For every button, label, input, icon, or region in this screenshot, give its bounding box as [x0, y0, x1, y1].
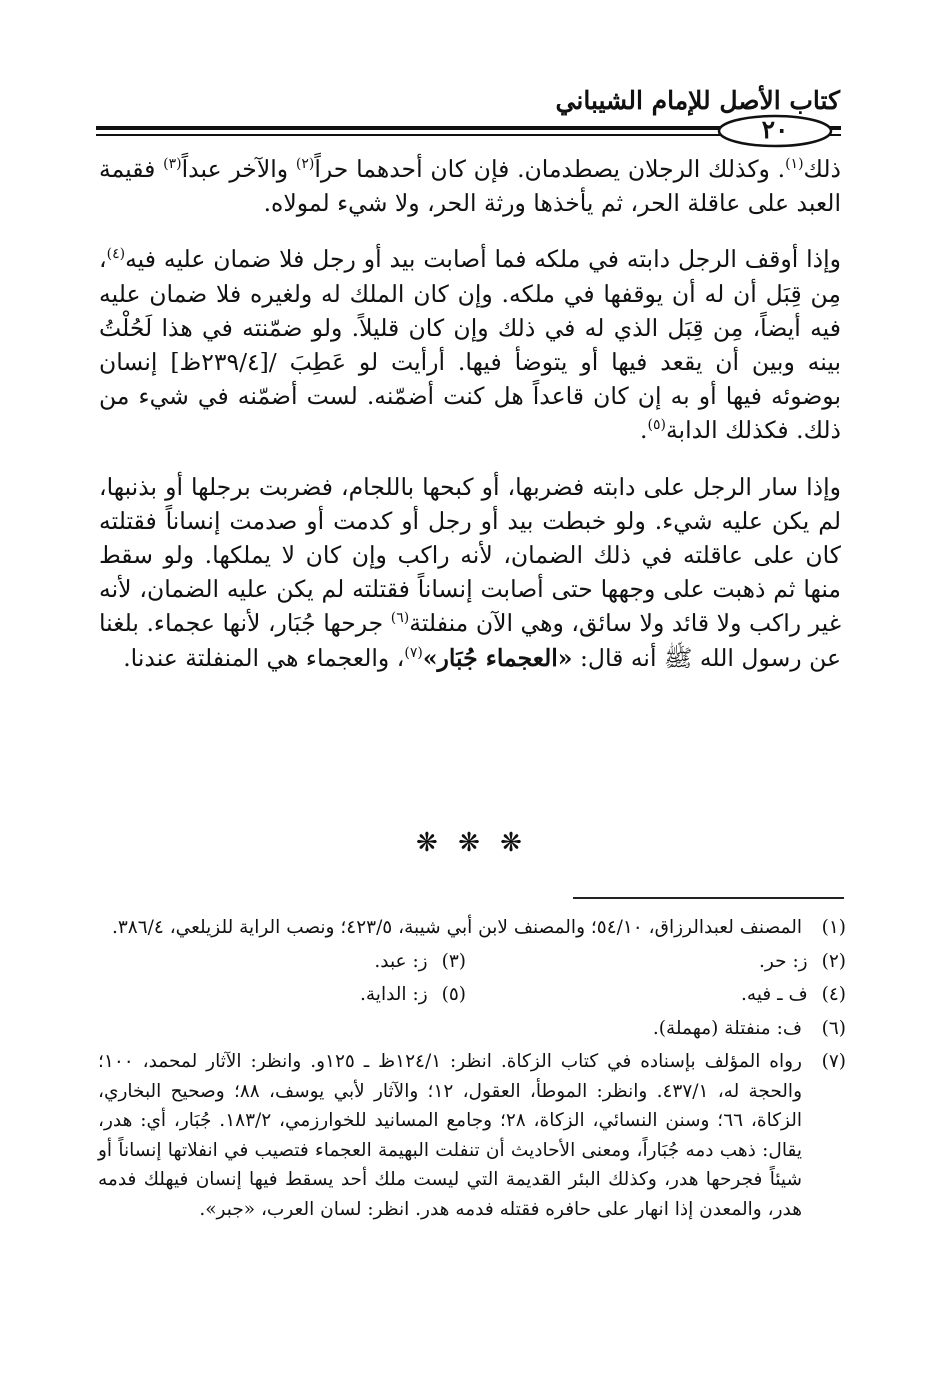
page-number-frame: [716, 113, 834, 149]
footnote-text: ف ـ فيه.: [741, 984, 808, 1005]
paragraph-1: [99, 152, 841, 220]
text-run: ، مِن قِبَل أن له أن يوقفها في ملكه. وإن كان الملك له ولغيره فلا ضمان عليه فيه أيضاً، مِن قِبَل الذي له في ذلك وإن كان قليلاً. ولو ضمّنته في هذا لَحُلْتُ بينه وبين أن يقعد فيها أو يتوضأ فيها. أرأيت لو عَطِبَ /[٢٣٩/٤ظ] إنسان بوضوئه فيها أو به إن كان قاعداً هل كنت أضمّنه. لست أضمّنه في شيء من ذلك. فكذلك الدابة: [99, 245, 841, 445]
text-run: فقيمة العبد على عاقلة الحر، ثم يأخذها ورثة الحر، ولا شيء لمولاه.: [99, 155, 841, 218]
running-title: كتاب الأصل للإمام الشيباني: [555, 86, 840, 115]
text-run: جرحها جُبَار، لأنها عجماء. بلغنا عن رسول الله ﷺ أنه قال:: [99, 609, 841, 672]
hadith-quote: «العجماء جُبَار»: [422, 643, 573, 672]
footnote-text: ز: حر.: [759, 950, 808, 972]
text-run: . وكذلك الرجلان يصطدمان. فإن كان أحدهما حراً: [314, 155, 786, 183]
footnote-row-2-3: [98, 947, 846, 977]
footnote-text: ف: منفتلة (مهملة).: [652, 1017, 802, 1039]
footnote-ref: (٧): [404, 644, 423, 661]
paragraph-2: [99, 242, 841, 447]
page-number: ٢٠: [761, 115, 789, 144]
text-run: وإذا سار الرجل على دابته فضربها، أو كبحها باللجام، فضربت برجلها أو بذنبها، لم يكن عليه شيء. ولو خبطت بيد أو رجل أو كدمت أو صدمت إنساناً فقتلته كان على عاقلته في ذلك الضمان، لأنه راكب وإن كان لا يملكها. ولو سقط منها ثم ذهبت على وجهها حتى أصابت إنساناً فقتلته لم يكن عليه الضمان، لأنه غير راكب ولا قائد ولا سائق، وهي الآن منفلتة: [99, 472, 841, 638]
footnote-rule: [573, 897, 844, 899]
footnote-ref: (٣): [163, 156, 182, 173]
main-text: [99, 152, 841, 675]
footnote-number: (٥): [441, 984, 466, 1005]
text-run: .: [640, 416, 648, 445]
footnote-number: (٦): [821, 1017, 846, 1039]
footnote-text: رواه المؤلف بإسناده في كتاب الزكاة. انظر: ١٢٤/١ظ ـ ١٢٥و. وانظر: الآثار لمحمد، ١٠٠؛ والحجة له، ٤٣٧/١. وانظر: الموطأ، العقول، ١٢؛ والآثار لأبي يوسف، ٨٨؛ وصحيح البخاري، الزكاة، ٦٦؛ وسنن النسائي، الزكاة، ٢٨؛ وجامع المسانيد للخوارزمي، ١٨٣/٢. جُبَار، أي: هدر، يقال: ذهب دمه جُبَاراً، ومعنى الأحاديث أن تنفلت البهيمة العجماء فتصيب في انفلاتها إنساناً أو شيئاً فجرحها هدر، وكذلك البئر القديمة التي ليست ملك أحد يسقط فيها إنسان فيهلك فدمه هدر، والمعدن إذا انهار على حافره فقتله فدمه هدر. انظر: لسان العرب، «جبر».: [98, 1051, 803, 1220]
footnote-text: ز: الداية.: [360, 984, 428, 1005]
footnote-6: [98, 1014, 846, 1044]
footnote-ref: (٦): [390, 610, 410, 627]
footnotes: [98, 913, 846, 1224]
paragraph-3: [99, 470, 841, 675]
footnote-number: (١): [821, 917, 846, 938]
footnote-number: (٧): [821, 1051, 846, 1072]
footnote-2: [759, 947, 846, 977]
footnote-3: [374, 947, 466, 977]
footnote-number: (٣): [441, 950, 466, 972]
footnote-4: [741, 980, 846, 1010]
text-run: والآخر عبداً: [181, 155, 296, 183]
footnote-row-4-5: [98, 980, 846, 1010]
footnote-ref: (٤): [106, 246, 126, 263]
footnote-ref: (٢): [295, 156, 315, 173]
section-separator: ❋ ❋ ❋: [416, 828, 528, 858]
text-run: ، والعجماء هي المنفلتة عندنا.: [123, 643, 405, 672]
footnote-text: المصنف لعبدالرزاق، ٥٤/١٠؛ والمصنف لابن أبي شيبة، ٤٢٣/٥؛ ونصب الراية للزيلعي، ٣٨٦/٤.: [111, 917, 802, 938]
text-run: وإذا أوقف الرجل دابته في ملكه فما أصابت بيد أو رجل فلا ضمان عليه فيه: [125, 245, 841, 274]
footnote-ref: (٥): [647, 417, 666, 434]
footnote-5: [360, 980, 466, 1010]
footnote-7: [98, 1047, 846, 1224]
footnote-number: (٢): [821, 950, 846, 972]
footnote-ref: (١): [785, 156, 804, 173]
footnote-number: (٤): [821, 984, 846, 1005]
footnote-text: ز: عبد.: [374, 950, 428, 972]
text-run: ذلك: [803, 155, 841, 183]
footnote-1: [98, 913, 846, 943]
